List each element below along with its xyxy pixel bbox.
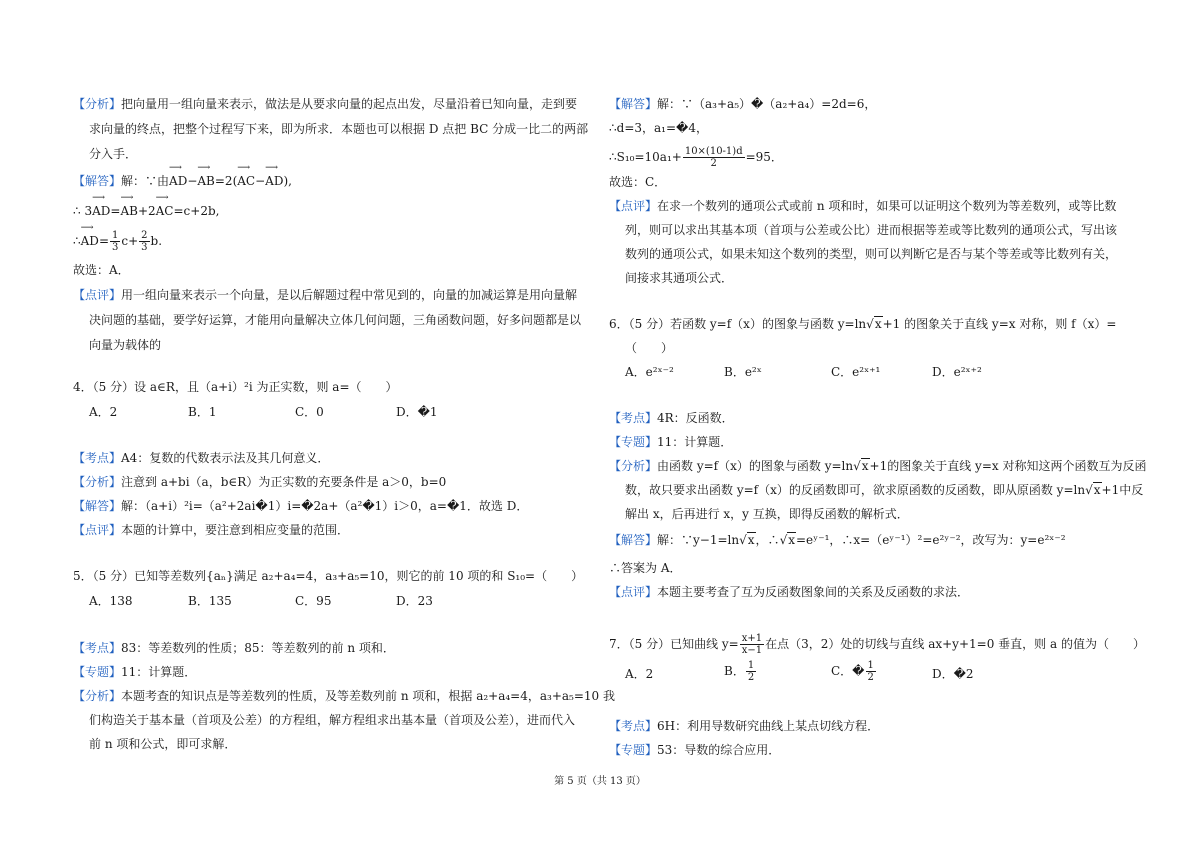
- q7-point: 【考点】6H：利用导数研究曲线上某点切线方程．: [609, 719, 880, 733]
- q6-option-d: D．e²ˣ⁺²: [932, 365, 982, 379]
- q4-option-c: C．0: [295, 405, 324, 419]
- q4-option-d: D．�1: [396, 405, 438, 419]
- q3-analysis-line-1: 【分析】把向量用一组向量来表示，做法是从要求向量的起点出发，尽量沿着已知向量，走到要: [73, 97, 578, 111]
- comment-tag: 【点评】: [73, 288, 122, 302]
- q6-topic: 【专题】11：计算题．: [609, 435, 733, 449]
- q4-point: 【考点】A4：复数的代数表示法及其几何意义．: [73, 451, 330, 465]
- q5-solution-line-2: ∴d=3，a₁=�4，: [609, 121, 708, 135]
- q6-analysis-line-3: 解出 x，后再进行 x，y 互换，即得反函数的解析式．: [625, 507, 909, 521]
- q4-solution: 【解答】解：（a+i）²i=（a²+2ai�1）i=�2a+（a²�1）i＞0，a=�1．故选 D．: [73, 499, 529, 513]
- q4-analysis: 【分析】注意到 a+bi（a，b∈R）为正实数的充要条件是 a＞0，b=0: [73, 475, 447, 489]
- q4-stem: 4．（5 分）设 a∈R，且（a+i）²i 为正实数，则 a=（ ）: [73, 380, 398, 394]
- q3-solution-line-1: 【解答】解：∵由⟶ AD−⟶ AB=2(⟶ AC−⟶ AD),: [73, 173, 292, 189]
- fraction-two-thirds: $\frac{2}{3}$: [141, 230, 148, 253]
- q3-solution-line-2: ∴ 3⟶ AD=⟶ AB+2⟶ AC=c+2b,: [73, 203, 219, 219]
- q5-comment-line-4: 间接求其通项公式．: [625, 271, 734, 285]
- q3-comment-line-3: 向量为载体的: [89, 338, 162, 352]
- q7-option-d: D．�2: [932, 667, 974, 681]
- q5-solution-line-3: ∴S₁₀=10a₁+ $\frac{10\times(10-1)d}{2}$ =95．: [609, 146, 783, 169]
- q7-option-a: A．2: [625, 667, 654, 681]
- q4-option-a: A．2: [89, 405, 118, 419]
- q5-comment-line-3: 数列的通项公式，如果未知这个数列的类型，则可以判断它是否与某个等差或等比数列有关，: [625, 247, 1118, 261]
- q6-analysis-line-1: 【分析】由函数 y=f（x）的图象与函数 y=ln√x+1的图象关于直线 y=x 对称知这两个函数互为反函: [609, 459, 1147, 473]
- q5-comment-line-1: 【点评】在求一个数列的通项公式或前 n 项和时，如果可以证明这个数列为等差数列，或等比数: [609, 199, 1117, 213]
- q3-comment-line-1: 【点评】用一组向量来表示一个向量，是以后解题过程中常见到的，向量的加减运算是用向量解: [73, 288, 578, 302]
- q6-option-a: A．e²ˣ⁻²: [625, 365, 674, 379]
- q6-comment: 【点评】本题主要考查了互为反函数图象间的关系及反函数的求法．: [609, 585, 970, 599]
- curve-fraction: $\frac{x+1}{x-1}$: [741, 633, 763, 656]
- q5-analysis-line-1: 【分析】本题考查的知识点是等差数列的性质，及等差数列前 n 项和，根据 a₂+a₄=4，a₃+a₅=10 我: [73, 689, 615, 703]
- topic-tag: 【专题】: [73, 665, 122, 679]
- page-footer: 第 5 页（共 13 页）: [554, 776, 646, 787]
- q5-point: 【考点】83：等差数列的性质；85：等差数列的前 n 项和．: [73, 641, 395, 655]
- s10-fraction: $\frac{10\times(10-1)d}{2}$: [684, 146, 743, 169]
- q6-solution: 【解答】解：∵y−1=ln√x，∴√x=eʸ⁻¹，∴x=（eʸ⁻¹）²=e²ʸ⁻²，改写为：y=e²ˣ⁻²: [609, 533, 1066, 547]
- q3-analysis-line-3: 分入手．: [89, 147, 138, 161]
- q5-option-d: D．23: [396, 594, 433, 608]
- q7-topic: 【专题】53：导数的综合应用．: [609, 743, 781, 757]
- q6-point: 【考点】4R：反函数．: [609, 411, 734, 425]
- q5-option-b: B．135: [188, 594, 232, 608]
- q3-solution-line-3: ∴⟶ AD= $\frac{1}{3}$ c+ $\frac{2}{3}$ b.: [73, 230, 162, 253]
- q5-option-c: C．95: [295, 594, 332, 608]
- fraction-one-third: $\frac{1}{3}$: [112, 230, 119, 253]
- q3-comment-line-2: 决问题的基础，要学好运算，才能用向量解决立体几何问题，三角函数问题，好多问题都是以: [89, 313, 582, 327]
- q5-stem: 5．（5 分）已知等差数列{aₙ}满足 a₂+a₄=4，a₃+a₅=10，则它的前 10 项的和 S₁₀=（ ）: [73, 569, 584, 583]
- q7-option-b: B． $\frac{1}{2}$: [724, 660, 755, 683]
- q6-answer: ∴答案为 A．: [609, 561, 682, 575]
- q5-analysis-line-3: 前 n 项和公式，即可求解．: [89, 737, 237, 751]
- q5-option-a: A．138: [89, 594, 133, 608]
- analysis-tag: 【分析】: [73, 97, 122, 111]
- q5-topic: 【专题】11：计算题．: [73, 665, 197, 679]
- q4-option-b: B．1: [188, 405, 217, 419]
- q6-analysis-line-2: 数，故只要求出函数 y=f（x）的反函数即可，欲求原函数的反函数，即从原函数 y=ln√x+1中反: [625, 483, 1144, 497]
- q5-comment-line-2: 列，则可以求出其基本项（首项与公差或公比）进而根据等差或等比数列的通项公式，写出该: [625, 223, 1118, 237]
- q6-stem-paren: （ ）: [625, 341, 674, 355]
- q6-option-c: C．e²ˣ⁺¹: [831, 365, 881, 379]
- q7-stem: 7．（5 分）已知曲线 y= $\frac{x+1}{x-1}$ 在点（3，2）处的切线与直线 ax+y+1=0 垂直，则 a 的值为（ ）: [609, 633, 1145, 656]
- q5-solution-line-1: 【解答】解：∵（a₃+a₅）�（a₂+a₄）=2d=6，: [609, 97, 877, 111]
- q6-stem: 6．（5 分）若函数 y=f（x）的图象与函数 y=ln√x+1 的图象关于直线 y=x 对称，则 f（x）=: [609, 317, 1117, 331]
- point-tag: 【考点】: [73, 451, 122, 465]
- q4-comment: 【点评】本题的计算中，要注意到相应变量的范围．: [73, 523, 350, 537]
- q3-analysis-line-2: 求向量的终点，把整个过程写下来，即为所求．本题也可以根据 D 点把 BC 分成一比二的两部: [89, 122, 589, 136]
- q5-answer: 故选：C．: [609, 175, 667, 189]
- q5-analysis-line-2: 们构造关于基本量（首项及公差）的方程组，解方程组求出基本量（首项及公差），进而代入: [89, 713, 576, 727]
- q7-option-c: C．� $\frac{1}{2}$: [831, 660, 874, 683]
- q3-answer: 故选：A．: [73, 263, 130, 277]
- q6-option-b: B．e²ˣ: [724, 365, 762, 379]
- solution-tag: 【解答】: [73, 174, 122, 188]
